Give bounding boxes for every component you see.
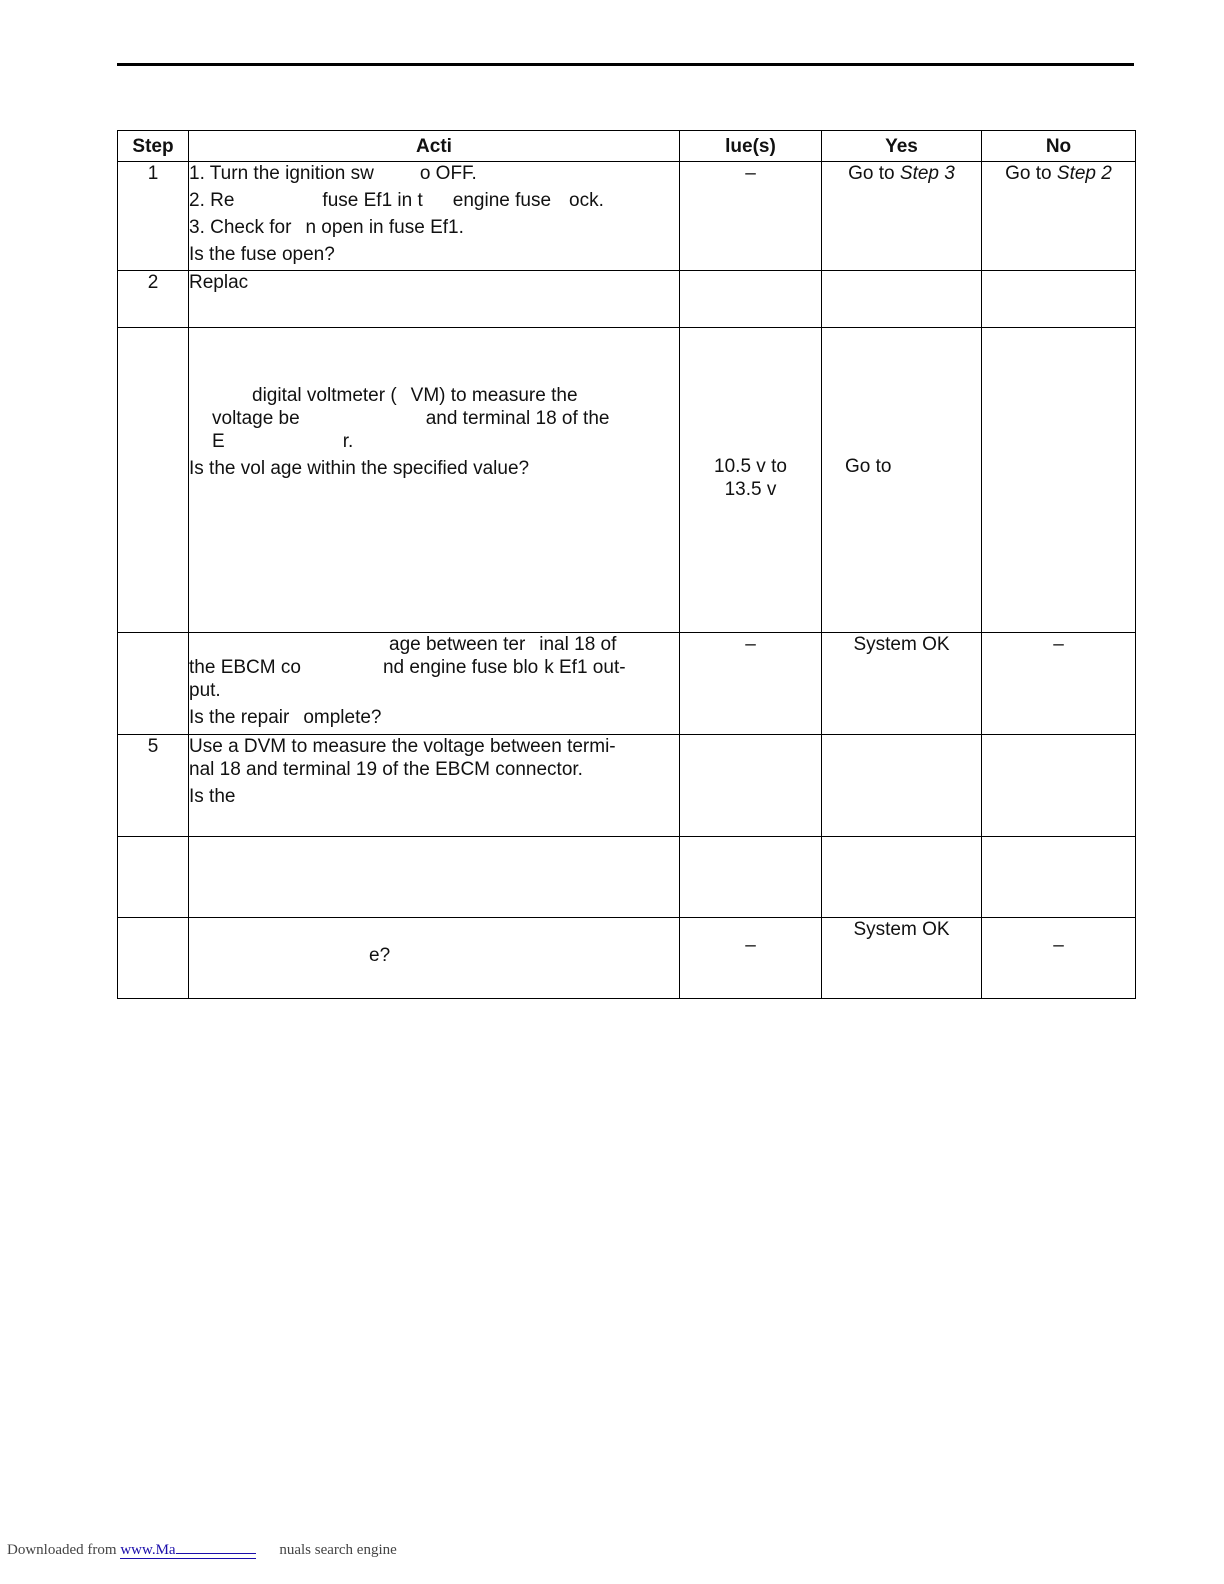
action-text: Is the repair <box>189 707 290 728</box>
action-text: digital voltmeter ( <box>252 385 397 406</box>
yes-cell <box>822 837 982 918</box>
action-text: VM) to measure the <box>410 385 578 406</box>
table-row <box>118 735 1136 837</box>
value-cell <box>680 271 822 328</box>
footer-link[interactable] <box>120 1542 255 1559</box>
value-text: 13.5 v <box>724 479 777 500</box>
yes-cell <box>822 328 982 633</box>
action-text: voltage be <box>212 408 300 429</box>
action-text: nal 18 and terminal 19 of the EBCM connector. <box>189 759 583 780</box>
step-number <box>118 837 189 918</box>
yes-cell <box>822 271 982 328</box>
no-step-ref: Step 2 <box>1056 163 1112 184</box>
header-step: Step <box>118 131 189 162</box>
action-text: put. <box>189 680 221 701</box>
yes-cell <box>822 735 982 837</box>
action-text: ock. <box>569 190 604 211</box>
header-action-text: Acti <box>416 135 452 157</box>
diagnostic-table <box>117 130 1136 999</box>
value-cell <box>680 735 822 837</box>
no-cell: – <box>982 633 1136 735</box>
no-cell <box>982 328 1136 633</box>
action-line <box>189 162 679 185</box>
action-question <box>189 944 679 967</box>
no-cell <box>982 735 1136 837</box>
action-line <box>189 384 679 407</box>
step-number: 2 <box>118 271 189 328</box>
action-text: Use a DVM to measure the voltage between termi- <box>189 736 616 757</box>
action-text: the EBCM co <box>189 657 301 678</box>
step-number: 5 <box>118 735 189 837</box>
action-text: engine fuse <box>452 190 552 211</box>
table-row <box>118 328 1136 633</box>
action-line <box>189 216 679 239</box>
download-footer <box>7 1541 397 1559</box>
action-cell <box>189 162 680 271</box>
action-text: omplete? <box>303 707 382 728</box>
footer-suffix: nuals search engine <box>279 1542 397 1558</box>
action-text: k Ef1 out- <box>544 657 626 678</box>
action-text: o OFF. <box>419 163 477 184</box>
action-text: 2. Re <box>189 190 235 211</box>
action-text: 3. Check for <box>189 217 292 238</box>
table-row <box>118 162 1136 271</box>
action-cell <box>189 837 680 918</box>
action-cell <box>189 633 680 735</box>
action-text: Replac <box>189 272 249 293</box>
footer-link-text: www.Ma <box>120 1542 176 1558</box>
yes-step-ref: Step 3 <box>899 163 955 184</box>
step-number <box>118 918 189 999</box>
action-text: E <box>212 431 225 452</box>
no-prefix: Go to <box>1005 163 1052 184</box>
no-cell <box>982 162 1136 271</box>
footer-link-underline <box>176 1541 256 1554</box>
header-row <box>118 131 1136 162</box>
action-line <box>189 430 679 453</box>
no-cell <box>982 837 1136 918</box>
no-text: – <box>1053 935 1064 956</box>
action-line <box>189 633 679 656</box>
action-cell <box>189 735 680 837</box>
action-line <box>189 407 679 430</box>
no-cell <box>982 918 1136 999</box>
value-text: 10.5 v to <box>714 456 787 477</box>
value-cell <box>680 328 822 633</box>
action-text: r. <box>342 431 354 452</box>
action-line <box>189 656 679 679</box>
value-cell <box>680 837 822 918</box>
action-question <box>189 706 679 729</box>
action-text: age between ter <box>389 634 526 655</box>
action-question: Is the vol age within the specified value? <box>189 458 530 479</box>
header-value-text: lue(s) <box>725 135 776 157</box>
header-value <box>680 131 822 162</box>
header-no: No <box>982 131 1136 162</box>
value-cell: – <box>680 633 822 735</box>
action-cell <box>189 271 680 328</box>
action-text: 1. Turn the ignition sw <box>189 163 374 184</box>
action-text: fuse Ef1 in t <box>322 190 423 211</box>
action-text: n open in fuse Ef1. <box>305 217 464 238</box>
yes-cell: System OK <box>822 918 982 999</box>
action-text: and terminal 18 of the <box>425 408 610 429</box>
yes-cell: System OK <box>822 633 982 735</box>
yes-prefix: Go to <box>848 163 895 184</box>
action-text: nd engine fuse blo <box>382 657 539 678</box>
action-cell <box>189 918 680 999</box>
footer-prefix: Downloaded from <box>7 1542 117 1558</box>
table-row <box>118 633 1136 735</box>
table-row <box>118 837 1136 918</box>
action-question: Is the fuse open? <box>189 244 335 265</box>
yes-cell <box>822 162 982 271</box>
action-line <box>189 189 679 212</box>
header-action <box>189 131 680 162</box>
action-text: e? <box>369 945 391 966</box>
table-row <box>118 271 1136 328</box>
header-rule <box>117 63 1134 66</box>
action-question: Is the <box>189 786 236 807</box>
value-cell: – <box>680 162 822 271</box>
no-cell <box>982 271 1136 328</box>
action-text: inal 18 of <box>539 634 617 655</box>
yes-text: Go to <box>845 456 892 477</box>
header-yes: Yes <box>822 131 982 162</box>
value-text: – <box>745 935 756 956</box>
table-row <box>118 918 1136 999</box>
action-cell <box>189 328 680 633</box>
step-number <box>118 328 189 633</box>
step-number <box>118 633 189 735</box>
value-cell <box>680 918 822 999</box>
step-number: 1 <box>118 162 189 271</box>
